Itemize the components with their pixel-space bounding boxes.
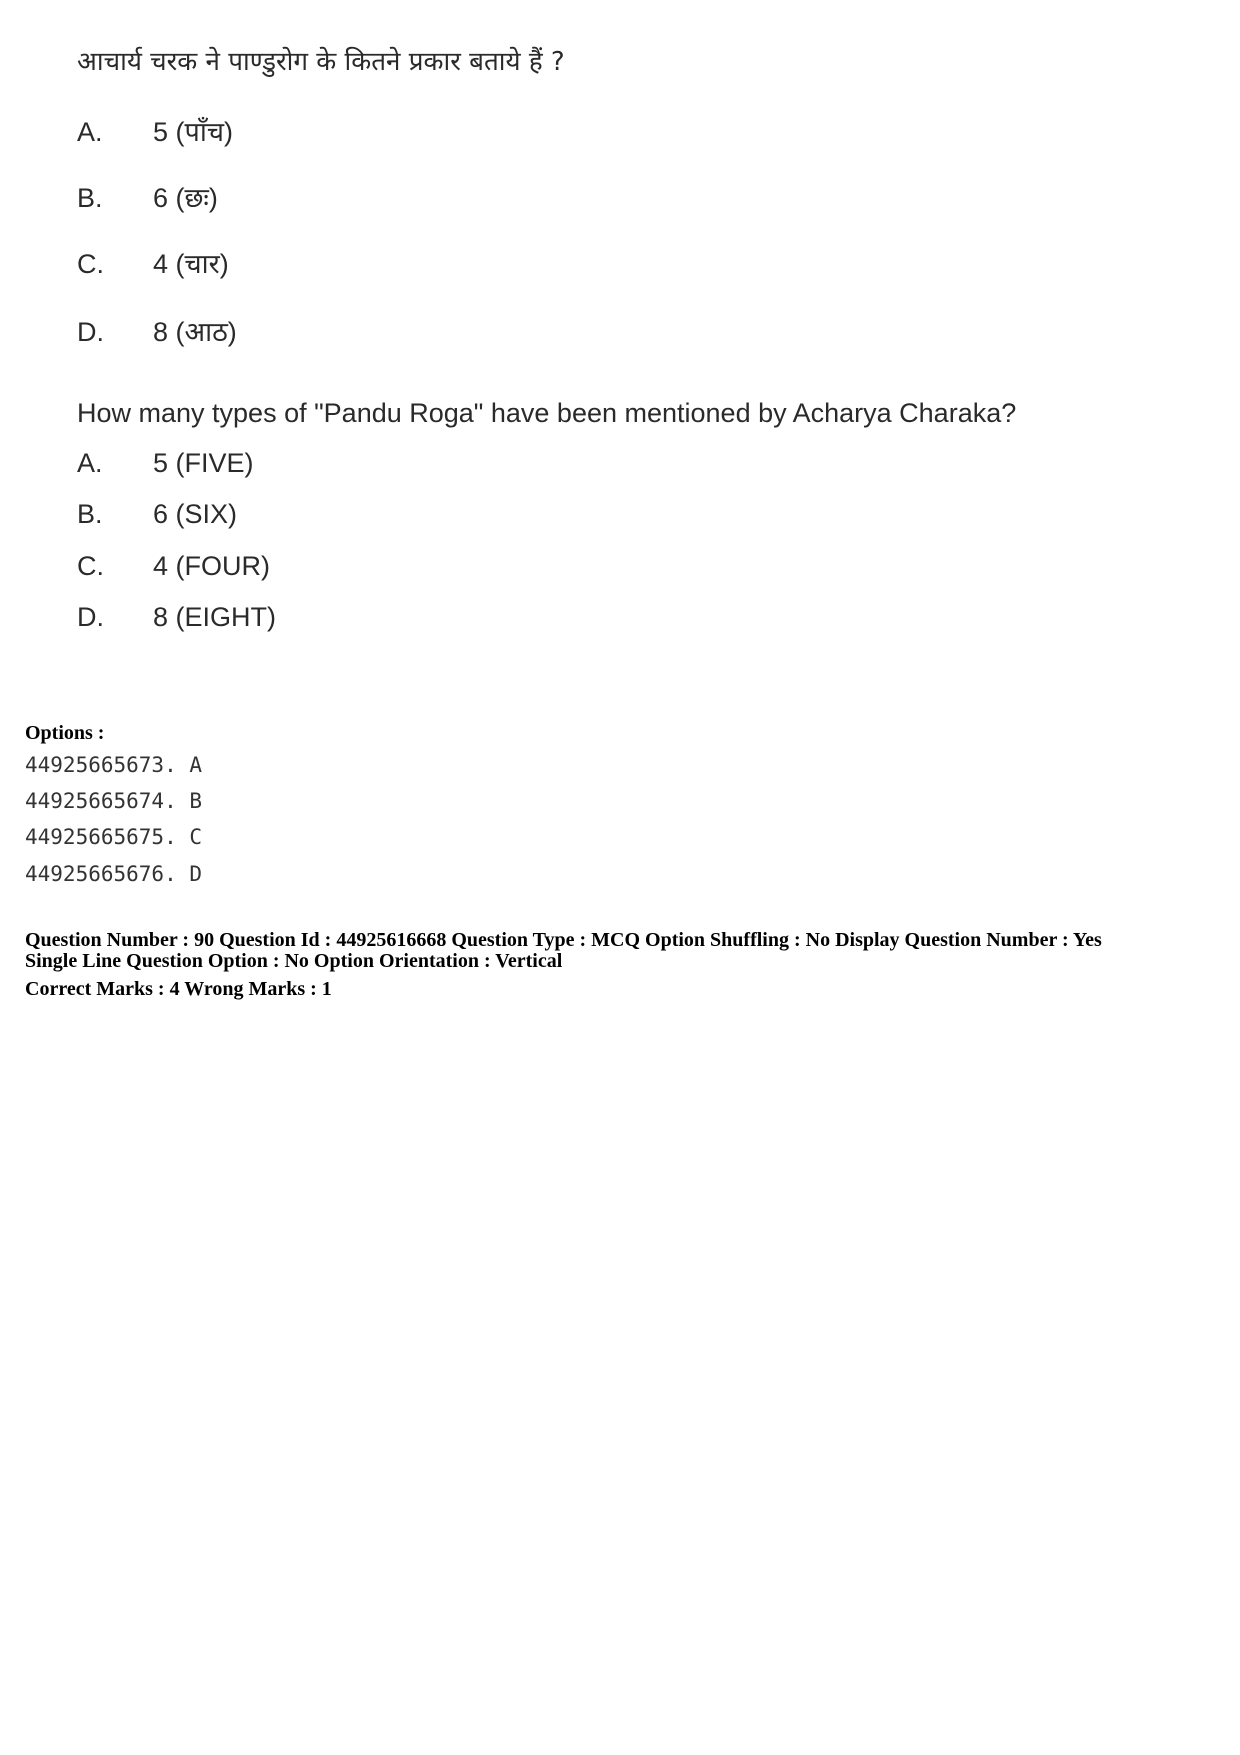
hindi-question-text: आचार्य चरक ने पाण्डुरोग के कितने प्रकार बताये हैं ? — [77, 47, 565, 77]
english-option-a — [77, 448, 254, 479]
options-heading: Options : — [25, 722, 105, 744]
option-letter: C. — [77, 249, 104, 279]
question-image — [0, 0, 1240, 660]
option-text: 4 (चार) — [153, 249, 229, 279]
english-option-d — [77, 602, 276, 633]
option-id-b: 44925665674. B — [25, 789, 203, 813]
option-text: 8 (आठ) — [153, 317, 237, 347]
question-marks-line: Correct Marks : 4 Wrong Marks : 1 — [25, 978, 332, 1000]
question-meta-line-1: Question Number : 90 Question Id : 44925616668 Question Type : MCQ Option Shuffling : No Display Question Number : Yes — [25, 929, 1102, 951]
option-letter: A. — [77, 448, 103, 478]
option-letter: C. — [77, 551, 104, 581]
option-text: 8 (EIGHT) — [153, 602, 277, 632]
hindi-option-c — [77, 244, 229, 281]
option-text: 6 (SIX) — [153, 499, 238, 529]
option-id-a: 44925665673. A — [25, 753, 203, 777]
hindi-option-a — [77, 112, 233, 149]
english-question-text: How many types of "Pandu Roga" have been mentioned by Acharya Charaka? — [77, 398, 1017, 428]
hindi-option-d — [77, 312, 237, 349]
english-option-b — [77, 499, 237, 530]
option-letter: D. — [77, 317, 104, 347]
option-letter: B. — [77, 499, 103, 529]
option-text: 5 (FIVE) — [153, 448, 254, 478]
option-letter: D. — [77, 602, 104, 632]
option-letter: B. — [77, 183, 103, 213]
english-option-c — [77, 551, 270, 582]
option-text: 6 (छः) — [153, 183, 218, 213]
question-meta-line-2: Single Line Question Option : No Option Orientation : Vertical — [25, 950, 563, 972]
option-id-c: 44925665675. C — [25, 825, 203, 849]
option-id-d: 44925665676. D — [25, 862, 203, 886]
option-letter: A. — [77, 117, 103, 147]
hindi-option-b — [77, 178, 218, 215]
option-text: 5 (पाँच) — [153, 117, 233, 147]
option-text: 4 (FOUR) — [153, 551, 270, 581]
